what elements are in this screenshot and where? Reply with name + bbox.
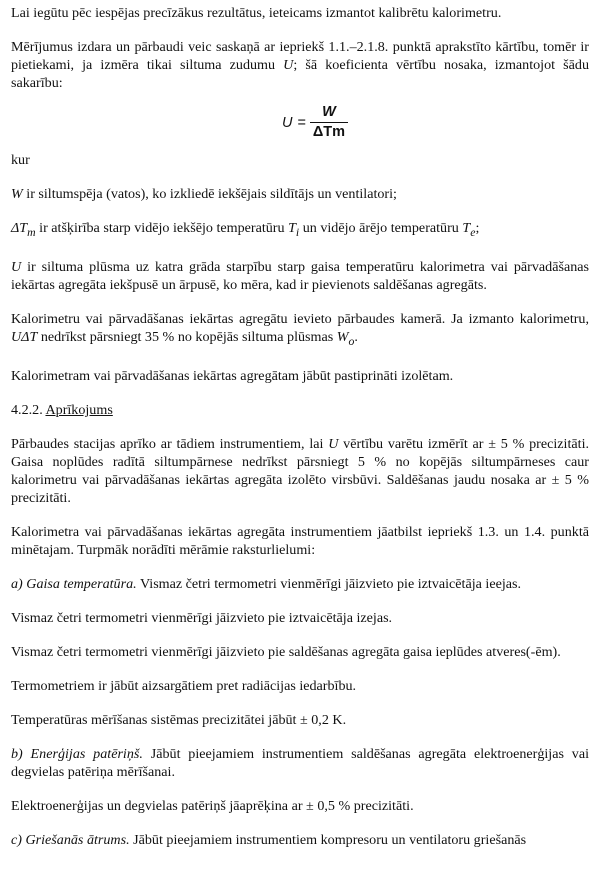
paragraph-rotation-speed: c) Griešanās ātrums. Jābūt pieejamiem instrumentiem kompresoru un ventilatoru griešanās bbox=[11, 831, 527, 848]
paragraph-temp-protect: Termometriem ir jābūt aizsargātiem pret radiācijas iedarbību. bbox=[11, 677, 357, 694]
paragraph-placement: Kalorimetru vai pārvadāšanas iekārtas agregātu ievieto pārbaudes kamerā. Ja izmanto kalorimetru, UΔT nedrīkst pārsniegt 35 % no kopējās siltuma plūsmas $W_o$. bbox=[11, 310, 589, 348]
paragraph-stations: Pārbaudes stacijas aprīko ar tādiem instrumentiem, lai U vērtību varētu izmērīt ar ± 5 % precizitāti. Gaisa noplūdes radītā siltumpārnese nedrīkst pārsniegt 5 % no kopējās siltumpārneses caur kalorimetru vai pārvadāšanas iekārtas agregāta izolēto virsbūvi. Saldēšanas jaudu nosaka ar ± 5 % precizitāti. bbox=[11, 435, 590, 506]
formula-lhs: U bbox=[282, 114, 293, 131]
paragraph-insulation: Kalorimetram vai pārvadāšanas iekārtas agregātam jābūt pastiprināti izolētam. bbox=[11, 367, 454, 384]
paragraph-energy-calc: Elektroenerģijas un degvielas patēriņš jāaprēķina ar ± 0,5 % precizitāti. bbox=[11, 797, 414, 814]
paragraph-kur: kur bbox=[11, 152, 30, 168]
paragraph-calibration: Lai iegūtu pēc iespējas precīzākus rezultātus, ieteicams izmantot kalibrētu kalorimetru. bbox=[11, 5, 502, 21]
paragraph-air-temperature: a) Gaisa temperatūra. Vismaz četri termometri vienmērīgi jāizvieto pie iztvaicētāja ieejas. bbox=[11, 575, 522, 592]
formula-equals: = bbox=[297, 114, 306, 131]
section-title: Aprīkojums bbox=[45, 401, 113, 418]
paragraph-energy: b) Enerģijas patēriņš. Jābūt pieejamiem instrumentiem saldēšanas agregāta elektroenerģijas vai degvielas patēriņa mērīšanai. bbox=[11, 745, 589, 780]
formula-u bbox=[41, 104, 589, 141]
paragraph-temp-inlet: Vismaz četri termometri vienmērīgi jāizvieto pie saldēšanas agregāta gaisa ieplūdes atveres(-ēm). bbox=[11, 643, 561, 660]
paragraph-temp-outlet: Vismaz četri termometri vienmērīgi jāizvieto pie iztvaicētāja izejas. bbox=[11, 609, 393, 626]
formula-fraction bbox=[310, 104, 348, 141]
section-number: 4.2.2. bbox=[11, 401, 46, 418]
definition-delta-t: $\Delta T_m$ ir atšķirība starp vidējo iekšējo temperatūru $T_i$ un vidējo ārējo temperatūru $T_e$; bbox=[11, 220, 480, 239]
paragraph-instruments: Kalorimetra vai pārvadāšanas iekārtas agregāta instrumentiem jāatbilst iepriekš 1.3. un 1.4. punktā minētajam. Turpmāk norādīti mērāmie raksturlielumi: bbox=[11, 523, 589, 558]
item-heading-temperature: a) Gaisa temperatūra. bbox=[11, 575, 137, 592]
definition-w: W ir siltumspēja (vatos), ko izkliedē iekšējais sildītājs un ventilatori; bbox=[11, 186, 397, 202]
paragraph-measurement: Mērījumus izdara un pārbaudi veic saskaņā ar iepriekš 1.1.–2.1.8. punktā aprakstīto kārtību, tomēr ir pietiekami, ja izmēra tikai siltuma zudumu U; šā koeficienta vērtību nosaka, izmantojot šādu sakarību: bbox=[11, 39, 589, 91]
paragraph-temp-precision: Temperatūras mērīšanas sistēmas precizitātei jābūt ± 0,2 K. bbox=[11, 711, 347, 728]
item-heading-energy: b) Enerģijas patēriņš. bbox=[11, 745, 143, 762]
item-heading-speed: c) Griešanās ātrums. bbox=[11, 831, 130, 848]
formula-numerator: W bbox=[322, 104, 336, 120]
formula-denominator: ΔTm bbox=[312, 124, 346, 140]
definition-u: U ir siltuma plūsma uz katra grāda starpību starp gaisa temperatūru kalorimetra vai pārvadāšanas iekārtas agregāta iekšpusē un ārpusē, ko mēra, kad ir pievienots saldēšanas agregāts. bbox=[11, 258, 589, 293]
section-heading bbox=[11, 401, 589, 419]
